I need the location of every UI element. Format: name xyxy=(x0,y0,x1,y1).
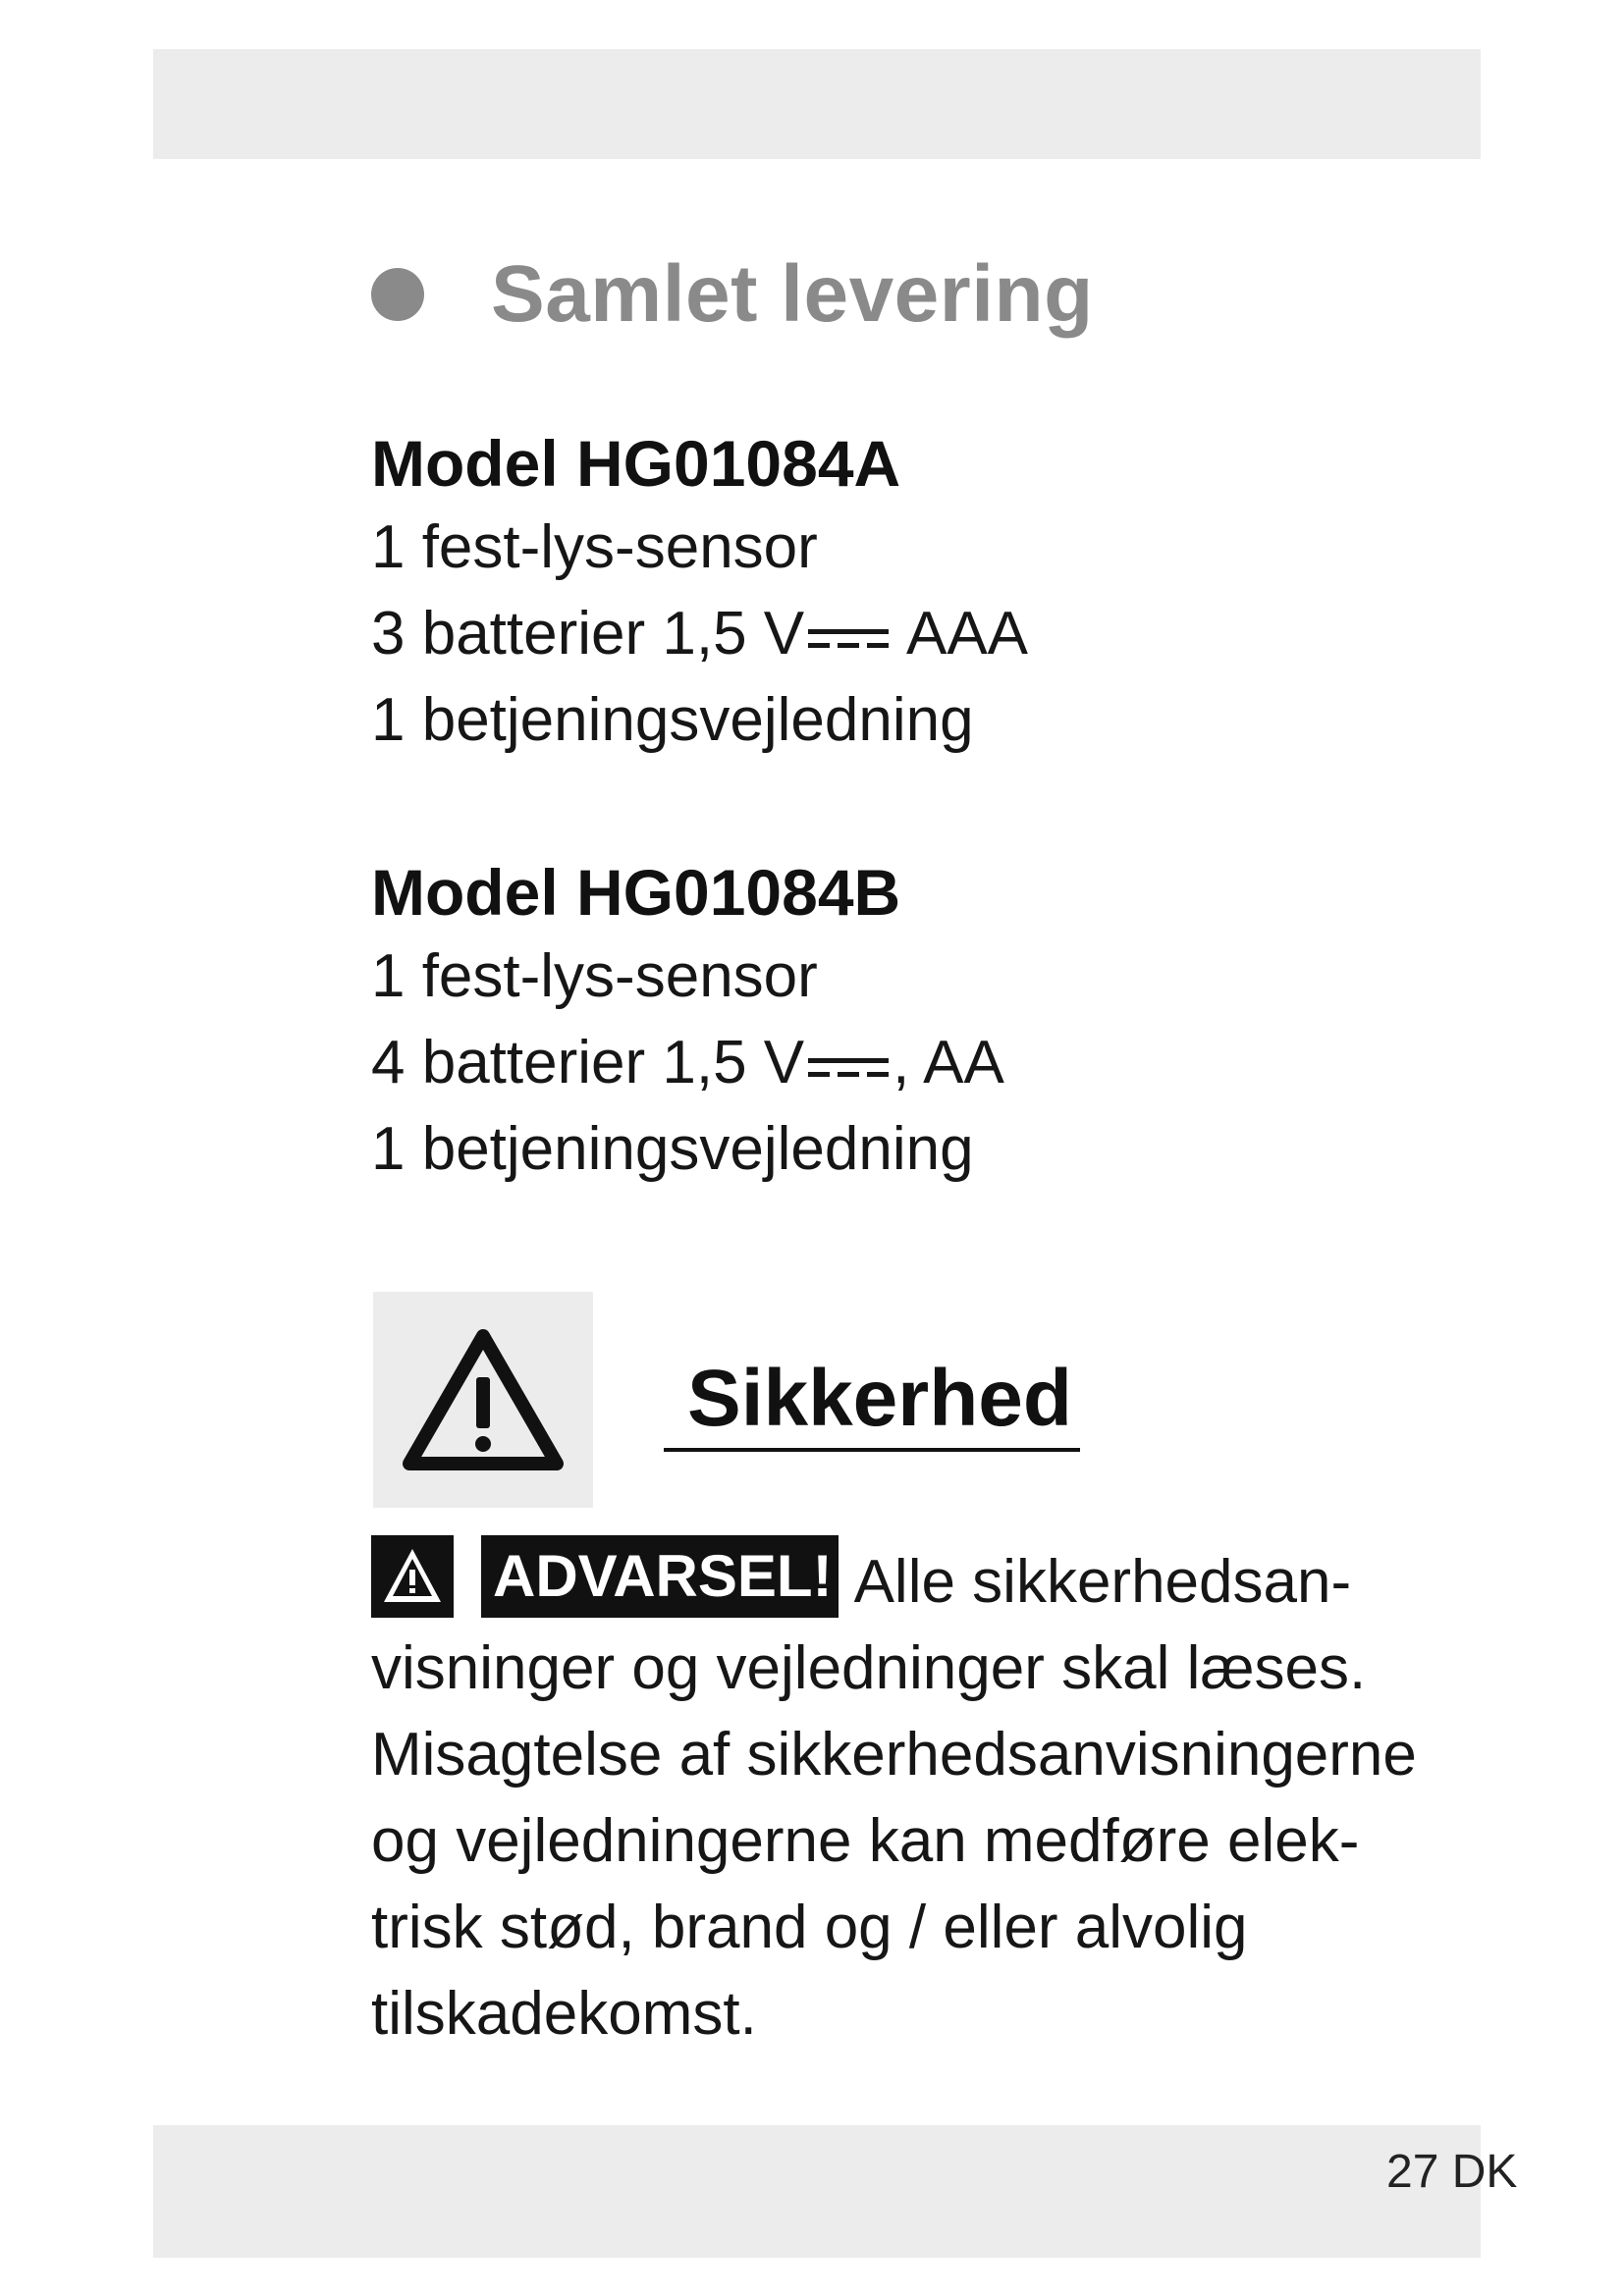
list-item: 1 betjeningsvejledning xyxy=(371,1115,974,1183)
page-number: 27 DK xyxy=(1386,2146,1518,2198)
section-title: Samlet levering xyxy=(491,249,1094,339)
list-item xyxy=(371,591,1028,677)
warning-line: visninger og vejledninger skal læses. xyxy=(371,1634,1367,1702)
warning-badge: ADVARSEL! xyxy=(481,1535,839,1618)
model-block-b xyxy=(371,851,1004,1193)
warning-small-icon xyxy=(371,1535,454,1618)
item-text: AAA xyxy=(893,600,1029,667)
warning-line: trisk stød, brand og / eller alvolig xyxy=(371,1894,1248,1961)
warning-line: tilskadekomst. xyxy=(371,1980,757,2048)
dc-current-icon xyxy=(808,623,889,653)
item-text: 3 batterier 1,5 V xyxy=(371,600,805,667)
item-text: , AA xyxy=(893,1029,1004,1096)
warning-line xyxy=(371,1535,1373,1626)
warning-triangle-icon xyxy=(400,1326,567,1473)
warning-line: og vejledningerne kan medføre elek- xyxy=(371,1807,1360,1875)
safety-title: Sikkerhed xyxy=(664,1350,1080,1452)
bullet-dot-icon xyxy=(371,268,424,321)
list-item xyxy=(371,1020,1004,1106)
footer-band xyxy=(153,2125,1518,2258)
header-band xyxy=(153,49,1481,159)
list-item: 1 fest-lys-sensor xyxy=(371,942,818,1010)
item-text: 4 batterier 1,5 V xyxy=(371,1029,805,1096)
model-block-a xyxy=(371,422,1028,764)
list-item: 1 betjeningsvejledning xyxy=(371,686,974,754)
safety-icon-box xyxy=(373,1292,593,1508)
warning-line: Misagtelse af sikkerhedsanvisningerne xyxy=(371,1721,1417,1789)
model-title: Model HG01084A xyxy=(371,427,901,500)
list-item: 1 fest-lys-sensor xyxy=(371,513,818,581)
dc-current-icon xyxy=(808,1052,889,1082)
model-title: Model HG01084B xyxy=(371,856,901,929)
warning-paragraph xyxy=(371,1535,1417,2057)
warning-text: Alle sikkerhedsan- xyxy=(853,1548,1352,1616)
section-heading-delivery xyxy=(371,245,1094,344)
